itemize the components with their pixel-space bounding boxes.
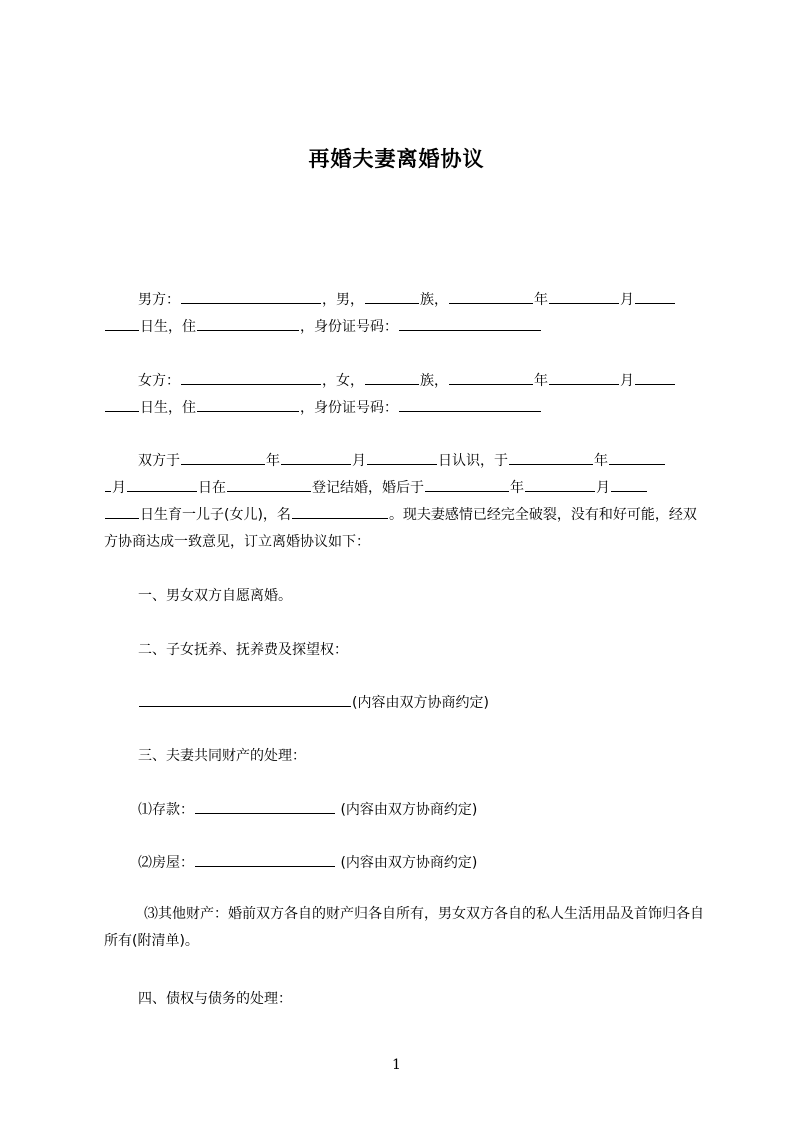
man-year-blank[interactable] [449, 289, 533, 304]
man-day-blank-a[interactable] [635, 289, 675, 304]
woman-ethnic-blank[interactable] [365, 370, 419, 385]
deposit-blank[interactable] [195, 799, 335, 814]
birth-month-blank[interactable] [525, 477, 595, 492]
clause-3-3: ⑶其他财产：婚前双方各自的财产归各自所有，男女双方各自的私人生活用品及首饰归各自所有(附清单)。 [104, 906, 704, 949]
custody-terms-blank[interactable] [139, 692, 351, 707]
child-name-blank[interactable] [292, 504, 388, 519]
clause-2-content: (内容由双方协商约定) [138, 692, 489, 712]
man-month-blank[interactable] [549, 289, 619, 304]
woman-month-blank[interactable] [549, 370, 619, 385]
clause-2-heading: 二、子女抚养、抚养费及探望权： [138, 642, 348, 658]
woman-day-blank-a[interactable] [635, 370, 675, 385]
woman-name-blank[interactable] [181, 370, 321, 385]
document-title: 再婚夫妻离婚协议 [308, 147, 485, 171]
reg-day-blank[interactable] [127, 477, 197, 492]
woman-address-blank[interactable] [197, 397, 299, 412]
birth-day-blank-a[interactable] [611, 477, 647, 492]
woman-year-blank[interactable] [449, 370, 533, 385]
man-address-blank[interactable] [197, 316, 299, 331]
man-name-blank[interactable] [181, 289, 321, 304]
woman-info-paragraph: 女方： ，女， 族， 年 月 日生，住 ，身份证号码： [104, 368, 704, 422]
clause-4-heading: 四、债权与债务的处理： [138, 991, 292, 1007]
page-number: 1 [392, 1057, 401, 1073]
clause-1: 一、男女双方自愿离婚。 [138, 588, 292, 604]
reg-month-blank-b[interactable] [105, 477, 111, 492]
reg-month-blank-a[interactable] [609, 450, 665, 465]
man-info-paragraph: 男方： ，男， 族， 年 月 日生，住 ，身份证号码： [104, 287, 704, 341]
birth-day-blank-b[interactable] [105, 504, 139, 519]
met-year-blank[interactable] [181, 450, 265, 465]
birth-year-blank[interactable] [425, 477, 509, 492]
clause-3-heading: 三、夫妻共同财产的处理： [138, 748, 306, 764]
reg-year-blank[interactable] [509, 450, 593, 465]
met-month-blank[interactable] [281, 450, 351, 465]
man-id-blank[interactable] [399, 316, 541, 331]
met-day-blank[interactable] [367, 450, 437, 465]
woman-id-blank[interactable] [399, 397, 541, 412]
house-blank[interactable] [195, 852, 335, 867]
man-day-blank-b[interactable] [105, 316, 139, 331]
man-ethnic-blank[interactable] [365, 289, 419, 304]
clause-3-2: ⑵房屋： (内容由双方协商约定) [138, 852, 477, 872]
clause-3-1: ⑴存款： (内容由双方协商约定) [138, 799, 477, 819]
reg-place-blank[interactable] [227, 477, 311, 492]
intro-paragraph: 双方于 年 月 日认识，于 年 月 日在 登记结婚，婚后于 年 月 日生育一儿子(女儿)，名 。现夫妻感情已经完全破裂，没有和好可能，经双方协商达成一致意见，订立离婚协议如下： [104, 448, 704, 556]
woman-day-blank-b[interactable] [105, 397, 139, 412]
